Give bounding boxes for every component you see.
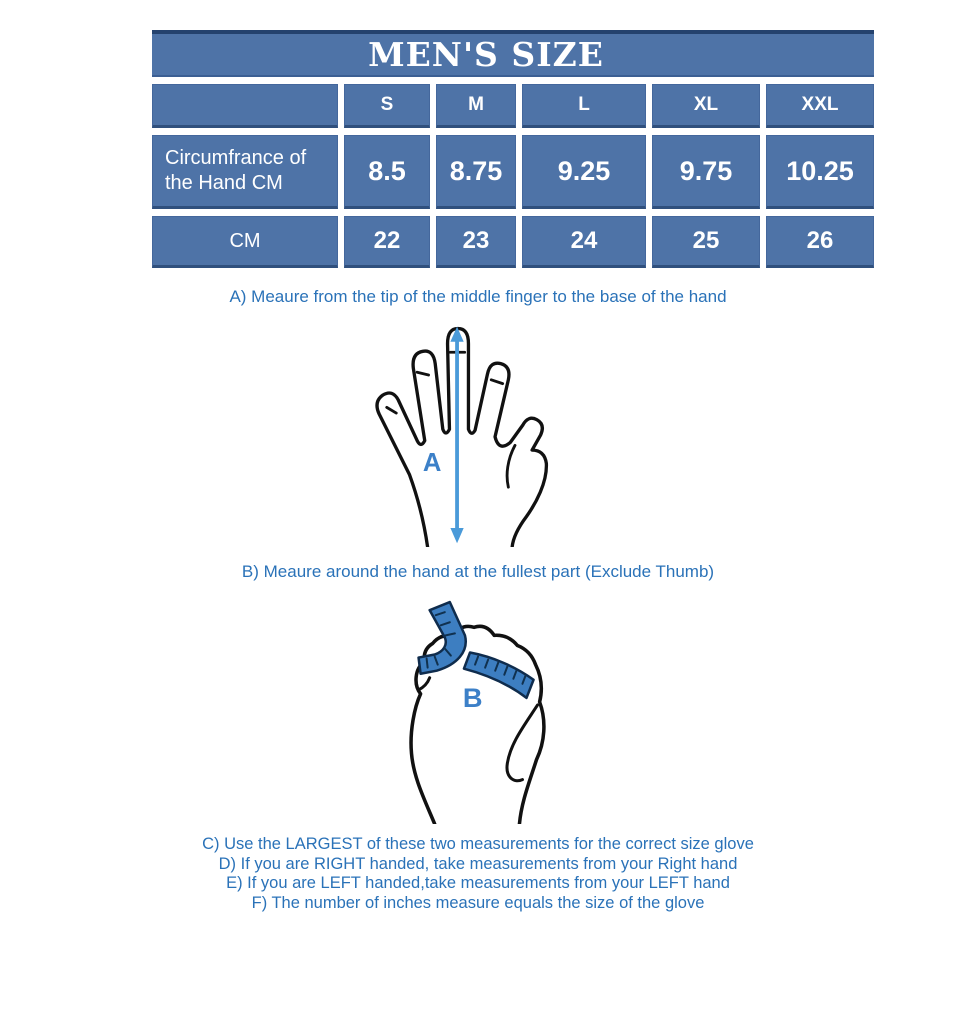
size-header-m: M [436,84,516,128]
size-header-s: S [344,84,430,128]
size-header-l: L [522,84,646,128]
footer-instructions [0,835,956,913]
palm-measure-figure [0,319,956,547]
cm-row-label: CM [152,216,338,268]
circumference-value-xxl: 10.25 [766,135,874,209]
circumference-value-s: 8.5 [344,135,430,209]
fist-measure-label: B [462,681,483,713]
instruction-b: B) Meaure around the hand at the fullest part (Exclude Thumb) [241,562,715,581]
mens-size-table [152,30,874,268]
circumference-value-l: 9.25 [522,135,646,209]
circumference-row-label: Circumfrance of the Hand CM [152,135,338,209]
size-header-xl: XL [652,84,760,128]
cm-value-xxl: 26 [766,216,874,268]
size-header-xxl: XXL [766,84,874,128]
instruction-f: F) The number of inches measure equals the size of the glove [251,893,705,912]
hand-outline [377,329,546,548]
cm-value-xl: 25 [652,216,760,268]
instruction-d: D) If you are RIGHT handed, take measurements from your Right hand [218,854,738,873]
cm-value-m: 23 [436,216,516,268]
palm-measure-label: A [422,449,442,477]
instruction-e: E) If you are LEFT handed,take measurements from your LEFT hand [226,874,730,892]
circumference-value-xl: 9.75 [652,135,760,209]
corner-cell [152,84,338,128]
circumference-value-m: 8.75 [436,135,516,209]
fist-measure-figure [0,592,956,824]
instruction-a: A) Meaure from the tip of the middle finger to the base of the hand [229,287,727,306]
table-title: MEN'S SIZE [152,30,874,77]
cm-value-l: 24 [522,216,646,268]
fist-illustration [374,592,566,824]
open-hand-illustration [363,319,553,547]
cm-value-s: 22 [344,216,430,268]
size-grid [152,84,874,268]
instruction-c: C) Use the LARGEST of these two measurements for the correct size glove [202,835,754,853]
